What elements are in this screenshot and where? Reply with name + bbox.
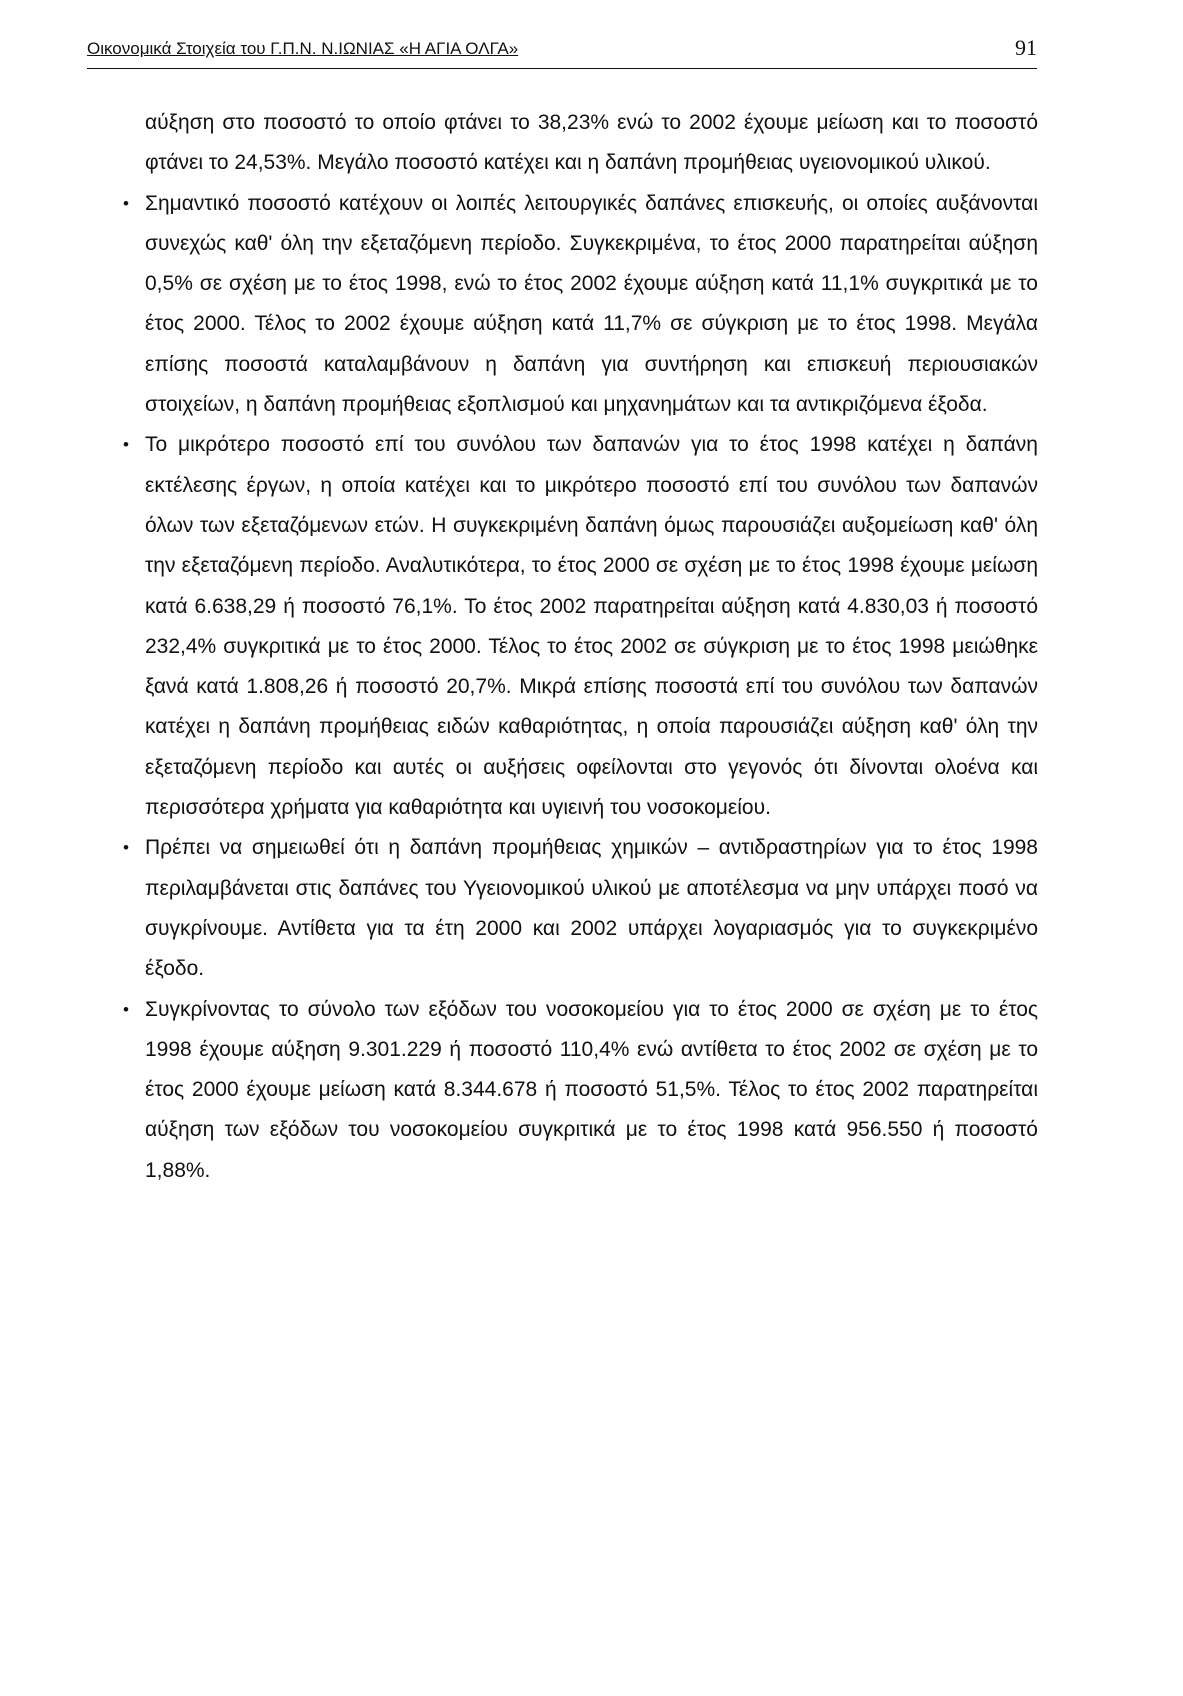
bullet-icon: • xyxy=(123,193,129,213)
bullet-text: Πρέπει να σημειωθεί ότι η δαπάνη προμήθειας χημικών – αντιδραστηρίων για το έτος 1998 περιλαμβάνεται στις δαπάνες του Υγειονομικού υλικού με αποτέλεσμα να μην υπάρχει ποσό να συγκρίνουμε. Αντίθετα για τα έτη 2000 και 2002 υπάρχει λογαριασμός για το συγκεκριμένο έξοδο. xyxy=(145,836,1038,981)
bullet-item-chemicals-expenses xyxy=(123,828,1038,989)
bullet-text: Σημαντικό ποσοστό κατέχουν οι λοιπές λειτουργικές δαπάνες επισκευής, οι οποίες αυξάνονται συνεχώς καθ' όλη την εξεταζόμενη περίοδο. Συγκεκριμένα, το έτος 2000 παρατηρείται αύξηση 0,5% σε σχέση με το έτος 1998, ενώ το έτος 2002 έχουμε αύξηση κατά 11,1% συγκριτικά με το έτος 2000. Τέλος το 2002 έχουμε αύξηση κατά 11,7% σε σύγκριση με το έτος 1998. Μεγάλα επίσης ποσοστά καταλαμβάνουν η δαπάνη για συντήρηση και επισκευή περιουσιακών στοιχείων, η δαπάνη προμήθειας εξοπλισμού και μηχανημάτων και τα αντικριζόμενα έξοδα. xyxy=(145,191,1038,417)
bullet-item-repair-expenses xyxy=(123,184,1038,426)
bullet-icon: • xyxy=(123,838,129,858)
intro-paragraph: αύξηση στο ποσοστό το οποίο φτάνει το 38,23% ενώ το 2002 έχουμε μείωση και το ποσοστό φτάνει το 24,53%. Μεγάλο ποσοστό κατέχει και η δαπάνη προμήθειας υγειονομικού υλικού. xyxy=(145,111,1038,175)
document-body xyxy=(123,103,1038,1191)
bullet-item-total-expenses xyxy=(123,990,1038,1191)
page-number: 91 xyxy=(1015,35,1037,60)
bullet-item-works-expenses xyxy=(123,425,1038,828)
bullet-text: Συγκρίνοντας το σύνολο των εξόδων του νοσοκομείου για το έτος 2000 σε σχέση με το έτος 1998 έχουμε αύξηση 9.301.229 ή ποσοστό 110,4% ενώ αντίθετα το έτος 2002 σε σχέση με το έτος 2000 έχουμε μείωση κατά 8.344.678 ή ποσοστό 51,5%. Τέλος το έτος 2002 παρατηρείται αύξηση των εξόδων του νοσοκομείου συγκριτικά με το έτος 1998 κατά 956.550 ή ποσοστό 1,88%. xyxy=(145,997,1038,1182)
bullet-list xyxy=(123,184,1038,1191)
bullet-icon: • xyxy=(123,435,129,455)
page-header xyxy=(87,35,1037,69)
bullet-icon: • xyxy=(123,999,129,1019)
running-title: Οικονομικά Στοιχεία του Γ.Π.Ν. Ν.ΙΩΝΙΑΣ «Η ΑΓΙΑ ΟΛΓΑ» xyxy=(87,39,519,58)
bullet-text: Το μικρότερο ποσοστό επί του συνόλου των δαπανών για το έτος 1998 κατέχει η δαπάνη εκτέλεσης έργων, η οποία κατέχει και το μικρότερο ποσοστό επί του συνόλου των δαπανών όλων των εξεταζόμενων ετών. Η συγκεκριμένη δαπάνη όμως παρουσιάζει αυξομείωση καθ' όλη την εξεταζόμενη περίοδο. Αναλυτικότερα, το έτος 2000 σε σχέση με το έτος 1998 έχουμε μείωση κατά 6.638,29 ή ποσοστό 76,1%. Το έτος 2002 παρατηρείται αύξηση κατά 4.830,03 ή ποσοστό 232,4% συγκριτικά με το έτος 2000. Τέλος το έτος 2002 σε σύγκριση με το έτος 1998 μειώθηκε ξανά κατά 1.808,26 ή ποσοστό 20,7%. Μικρά επίσης ποσοστά επί του συνόλου των δαπανών κατέχει η δαπάνη προμήθειας ειδών καθαριότητας, η οποία παρουσιάζει αύξηση καθ' όλη την εξεταζόμενη περίοδο και αυτές οι αυξήσεις οφείλονται στο γεγονός ότι δίνονται ολοένα και περισσότερα χρήματα για καθαριότητα και υγιεινή του νοσοκομείου. xyxy=(145,433,1038,820)
